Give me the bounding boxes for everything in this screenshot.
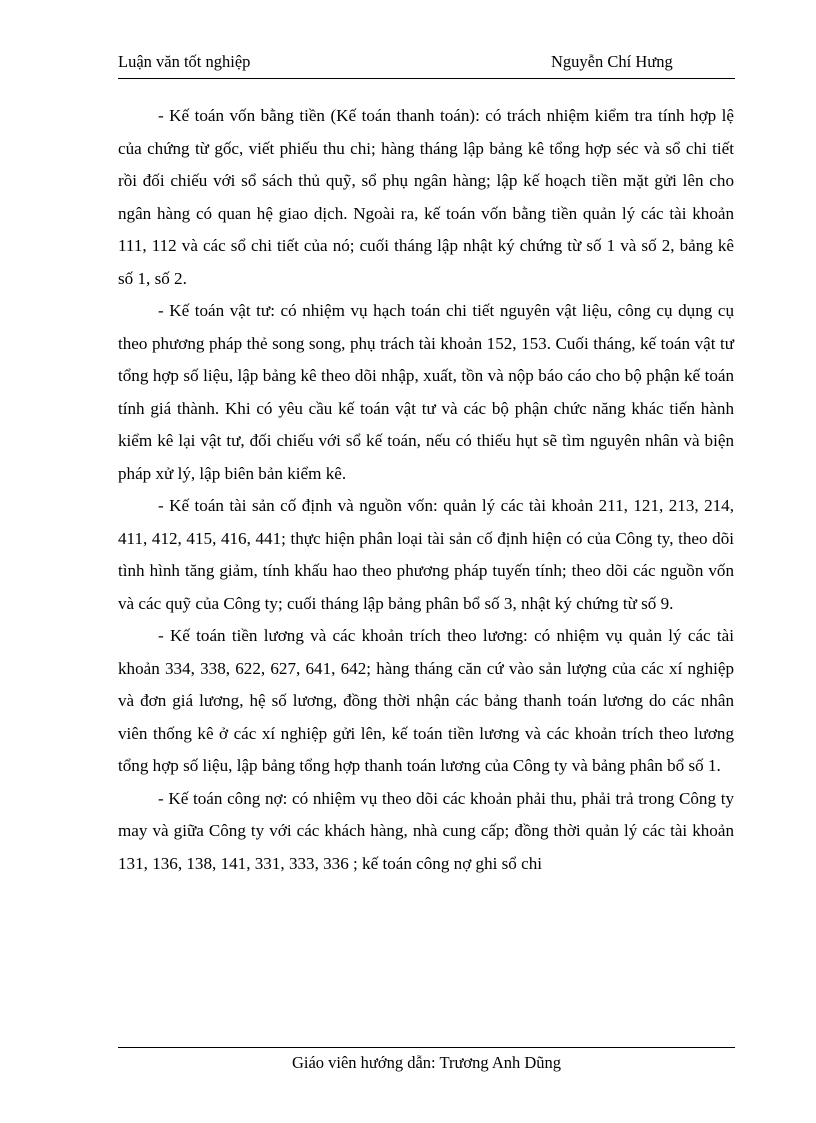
page-footer: Giáo viên hướng dẫn: Trương Anh Dũng <box>291 1053 562 1072</box>
paragraph-debt-accounting: - Kế toán công nợ: có nhiệm vụ theo dõi các khoản phải thu, phải trả trong Công ty may và giữa Công ty với các khách hàng, nhà cung cấp; đồng thời quản lý các tài khoản 131, 136, 138, 141, 331, 333, 336 ; kế toán công nợ ghi sổ chi <box>118 788 734 873</box>
paragraph-fixed-assets-accounting: - Kế toán tài sản cố định và nguồn vốn: quản lý các tài khoản 211, 121, 213, 214, 411, 412, 415, 416, 441; thực hiện phân loại tài sản cố định hiện có của Công ty, theo dõi tình hình tăng giảm, tính khấu hao theo phương pháp tuyến tính; theo dõi các nguồn vốn và các quỹ của Công ty; cuối tháng lập bảng phân bổ số 3, nhật ký chứng từ số 9. <box>118 496 734 613</box>
paragraph-materials-accounting: - Kế toán vật tư: có nhiệm vụ hạch toán chi tiết nguyên vật liệu, công cụ dụng cụ theo phương pháp thẻ song song, phụ trách tài khoản 152, 153. Cuối tháng, kế toán vật tư tổng hợp số liệu, lập bảng kê theo dõi nhập, xuất, tồn và nộp báo cáo cho bộ phận kế toán tính giá thành. Khi có yêu cầu kế toán vật tư và các bộ phận chức năng khác tiến hành kiểm kê lại vật tư, đối chiếu với sổ kế toán, nếu có thiếu hụt sẽ tìm nguyên nhân và biện pháp xử lý, lập biên bản kiểm kê. <box>118 301 734 483</box>
page-header <box>118 52 735 79</box>
thesis-title: Luận văn tốt nghiệp <box>118 52 251 71</box>
footer-divider <box>118 1047 735 1048</box>
paragraph-payroll-accounting: - Kế toán tiền lương và các khoản trích theo lương: có nhiệm vụ quản lý các tài khoản 334, 338, 622, 627, 641, 642; hàng tháng căn cứ vào sản lượng của các xí nghiệp và đơn giá lương, hệ số lương, đồng thời nhận các bảng thanh toán lương do các nhân viên thống kê ở các xí nghiệp gửi lên, kế toán tiền lương và các khoản trích theo lương tổng hợp số liệu, lập bảng tổng hợp thanh toán lương của Công ty và bảng phân bổ số 1. <box>118 626 734 775</box>
paragraph-cash-accounting: - Kế toán vốn bằng tiền (Kế toán thanh toán): có trách nhiệm kiểm tra tính hợp lệ của chứng từ gốc, viết phiếu thu chi; hàng tháng lập bảng kê tổng hợp séc và sổ chi tiết rồi đối chiếu với sổ sách thủ quỹ, sổ phụ ngân hàng; lập kế hoạch tiền mặt gửi lên cho ngân hàng có quan hệ giao dịch. Ngoài ra, kế toán vốn bằng tiền quản lý các tài khoản 111, 112 và các sổ chi tiết của nó; cuối tháng lập nhật ký chứng từ số 1 và số 2, bảng kê số 1, số 2. <box>118 106 734 288</box>
document-body <box>118 100 734 880</box>
author-name: Nguyễn Chí Hưng <box>551 52 673 71</box>
